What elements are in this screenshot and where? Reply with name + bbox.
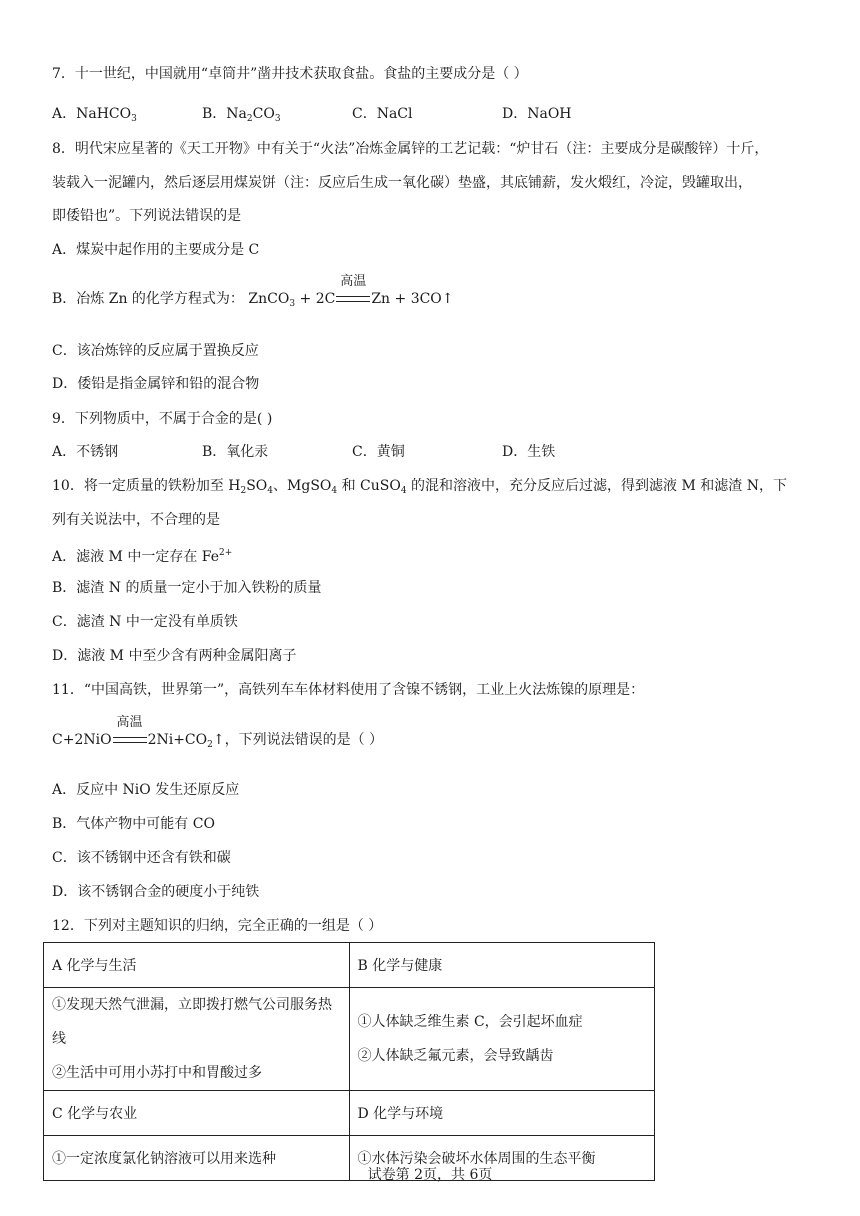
q8-stem-line1: 8．明代宋应星著的《天工开物》中有关于“火法”冶炼金属锌的工艺记载：“炉甘石（注：主要成分是碳酸锌）十斤， — [52, 141, 769, 157]
table-cell-d-head: D 化学与环境 — [349, 1091, 655, 1136]
q8-stem-line2: 装载入一泥罐内，然后逐层用煤炭饼（注：反应后生成一氧化碳）垫盛，其底铺薪，发火煅红，冷淀，毁罐取出， — [52, 175, 752, 191]
table-cell-a-body — [44, 988, 350, 1091]
q9-option-d: D．生铁 — [502, 444, 556, 460]
equation-condition: 高温 — [335, 289, 371, 309]
page-footer: 试卷第 2页，共 6页 — [367, 1167, 493, 1183]
list-item: ②人体缺乏氟元素，会导致龋齿 — [357, 1048, 554, 1064]
q11-option-a: A．反应中 NiO 发生还原反应 — [52, 782, 240, 798]
q11-option-d: D．该不锈钢合金的硬度小于纯铁 — [52, 884, 260, 900]
q11-equation: C+2NiO 高温 $2Ni+CO_2↑$，下列说法错误的是（ ） — [52, 715, 384, 750]
q12-table — [43, 942, 655, 1181]
list-item: ①发现天然气泄漏，立即拨打燃气公司服务热线 — [52, 997, 332, 1047]
q10-stem-line1: 10．将一定质量的铁粉加至 $H_2SO_4$、MgSO$_4$ 和 CuSO$_4$ 的混和溶液中，充分反应后过滤，得到滤液 M 和滤渣 N，下 — [52, 478, 787, 496]
table-cell-b-head: B 化学与健康 — [349, 943, 655, 988]
q9-option-a: A．不锈钢 — [52, 444, 119, 460]
list-item: ①水体污染会破坏水体周围的生态平衡 — [357, 1151, 596, 1167]
q7-stem: 7．十一世纪，中国就用“卓筒井”凿井技术获取食盐。食盐的主要成分是（ ） — [52, 66, 528, 82]
q8-option-b: B．冶炼 Zn 的化学方程式为： ZnCO$_3$ + 2C 高温 Zn + 3CO↑ — [52, 274, 454, 309]
q7-option-d: D．NaOH — [502, 106, 572, 122]
q10-option-a: A．滤液 M 中一定存在 $Fe^{2+}$ — [52, 548, 233, 565]
q10-option-c: C．滤渣 N 中一定没有单质铁 — [52, 614, 238, 630]
q9-stem: 9．下列物质中，不属于合金的是( ) — [52, 411, 273, 427]
table-cell-c-head: C 化学与农业 — [44, 1091, 350, 1136]
q11-stem-line1: 11．“中国高铁，世界第一”，高铁列车车体材料使用了含镍不锈钢，工业上火法炼镍的原理是： — [52, 682, 645, 698]
q10-option-b: B．滤渣 N 的质量一定小于加入铁粉的质量 — [52, 580, 322, 596]
equation-condition: 高温 — [112, 730, 148, 750]
list-item: ①一定浓度氯化钠溶液可以用来选种 — [52, 1151, 276, 1167]
q10-option-d: D．滤液 M 中至少含有两种金属阳离子 — [52, 648, 297, 664]
table-cell-b-body — [349, 988, 655, 1091]
q7-option-c: C．NaCl — [352, 106, 413, 122]
q7-option-b: B．$Na_2CO_3$ — [202, 106, 281, 124]
q12-stem: 12．下列对主题知识的归纳，完全正确的一组是（ ） — [52, 918, 383, 934]
q11-option-c: C．该不锈钢中还含有铁和碳 — [52, 850, 231, 866]
q8-stem-line3: 即倭铅也”。下列说法错误的是 — [52, 208, 242, 224]
q8-option-d: D．倭铅是指金属锌和铅的混合物 — [52, 376, 260, 392]
table-cell-a-head: A 化学与生活 — [44, 943, 350, 988]
q11-option-b: B．气体产物中可能有 CO — [52, 816, 215, 832]
list-item: ①人体缺乏维生素 C，会引起坏血症 — [357, 1014, 583, 1030]
q10-stem-line2: 列有关说法中，不合理的是 — [52, 512, 220, 528]
list-item: ②生活中可用小苏打中和胃酸过多 — [52, 1065, 262, 1081]
q8-option-c: C．该冶炼锌的反应属于置换反应 — [52, 343, 259, 359]
q9-option-b: B．氧化汞 — [202, 444, 269, 460]
q8-option-a: A．煤炭中起作用的主要成分是 C — [52, 242, 260, 258]
q7-option-a: A．NaHCO$_3$ — [52, 106, 137, 124]
q9-option-c: C．黄铜 — [352, 444, 405, 460]
